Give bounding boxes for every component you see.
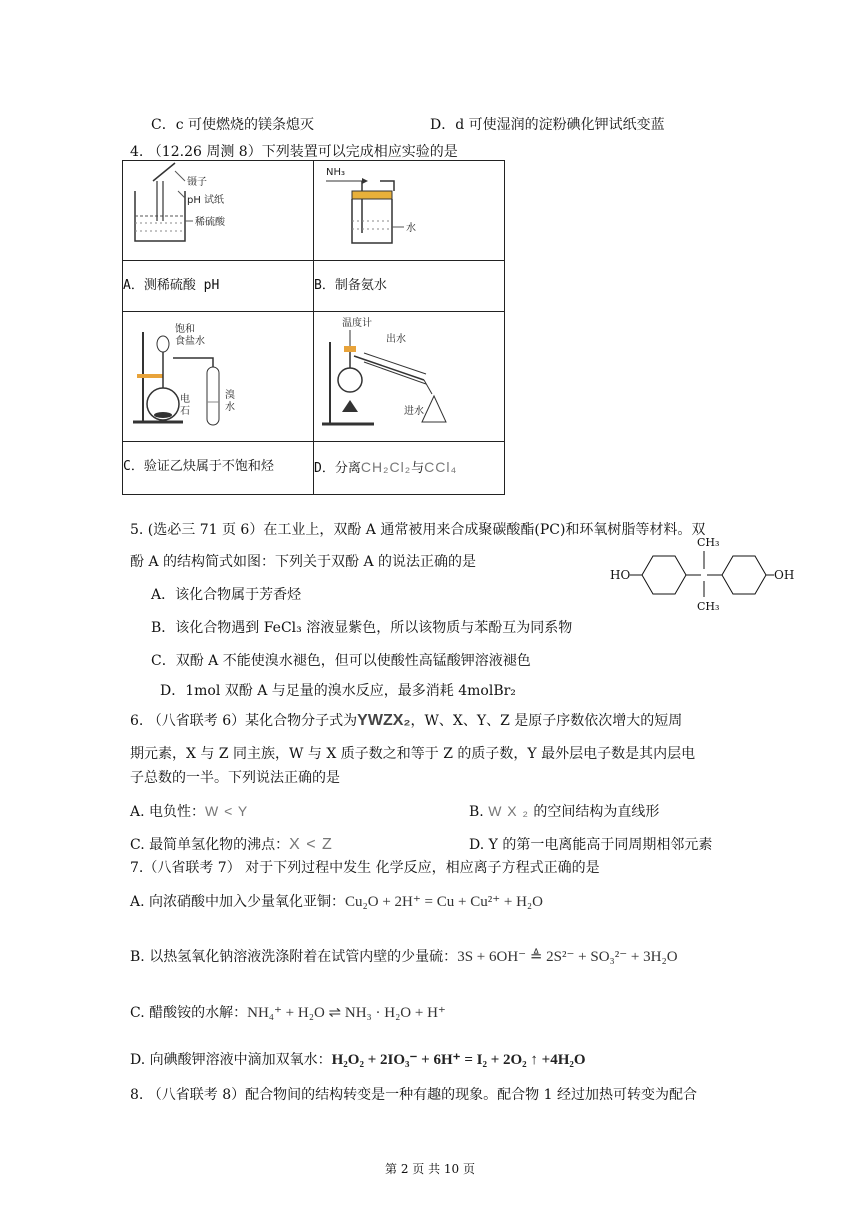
q6-option-b-suffix: 的空间结构为直线形 bbox=[533, 804, 660, 820]
q6-option-b-prefix: B. bbox=[469, 804, 484, 820]
q7-option-d-equation: H₂O₂ + 2IO₃⁻ + 6H⁺ = I₂ + 2O₂ ↑ +4H₂O bbox=[331, 1052, 586, 1068]
q5-option-a: A．该化合物属于芳香烃 bbox=[151, 587, 302, 603]
q4-caption-d bbox=[314, 442, 505, 495]
q7-stem: 7.（八省联考 7） 对于下列过程中发生 化学反应，相应离子方程式正确的是 bbox=[130, 860, 600, 876]
q6-formula: YWZX₂ bbox=[357, 712, 411, 729]
struct-ch3-top: CH₃ bbox=[697, 536, 720, 549]
q4-d-connector: 与 bbox=[411, 461, 425, 476]
q4-a-label-acid: 稀硫酸 bbox=[195, 217, 225, 228]
q7-option-c bbox=[130, 1002, 446, 1022]
q6-option-b-formula: W X ₂ bbox=[488, 803, 529, 819]
q8-stem: 8. （八省联考 8）配合物间的结构转变是一种有趣的现象。配合物 1 经过加热可转变为配合 bbox=[130, 1087, 697, 1103]
q4-c-label-brine-2: 食盐水 bbox=[175, 336, 205, 347]
ph-test-apparatus-illustration bbox=[123, 161, 313, 256]
q5-stem-line2: 酚 A 的结构简式如图：下列关于双酚 A 的说法正确的是 bbox=[130, 554, 477, 570]
distillation-apparatus-illustration bbox=[314, 312, 504, 437]
q4-c-label-carbide-2: 石 bbox=[180, 406, 190, 417]
q6-option-a bbox=[130, 801, 248, 821]
q5-option-d: D．1mol 双酚 A 与足量的溴水反应，最多消耗 4molBr₂ bbox=[160, 683, 516, 699]
acetylene-apparatus-illustration bbox=[123, 312, 313, 437]
q6-option-c-formula: X < Z bbox=[289, 836, 333, 853]
q4-a-label-ph-paper: pH 试纸 bbox=[187, 195, 225, 206]
q7-option-c-text: C. 醋酸铵的水解： bbox=[130, 1005, 248, 1021]
q6-option-d: D. Y 的第一电离能高于同周期相邻元素 bbox=[469, 837, 713, 853]
struct-ho-label: HO bbox=[610, 568, 631, 582]
q5-option-b: B．该化合物遇到 FeCl₃ 溶液显紫色，所以该物质与苯酚互为同系物 bbox=[151, 620, 573, 636]
q5-option-c: C．双酚 A 不能使溴水褪色，但可以使酸性高锰酸钾溶液褪色 bbox=[151, 653, 531, 669]
q7-option-a-equation: Cu₂O + 2H⁺ = Cu + Cu²⁺ + H₂O bbox=[345, 894, 543, 910]
q7-option-a-text: A. 向浓硝酸中加入少量氧化亚铜： bbox=[130, 894, 346, 910]
q7-option-d-text: D. 向碘酸钾溶液中滴加双氧水： bbox=[130, 1052, 332, 1068]
q4-image-b bbox=[314, 161, 505, 261]
q6-option-b bbox=[469, 801, 659, 821]
ammonia-water-apparatus-illustration bbox=[314, 161, 504, 256]
q6-stem-prefix: 6. （八省联考 6）某化合物分子式为 bbox=[130, 713, 358, 729]
q4-apparatus-table bbox=[122, 160, 505, 495]
q6-stem-line2: 期元素，X 与 Z 同主族，W 与 X 质子数之和等于 Z 的质子数，Y 最外层电子数是其内层电 bbox=[130, 746, 696, 762]
q4-d-prefix: D．分离 bbox=[314, 461, 361, 476]
q4-d-label-thermometer: 温度计 bbox=[342, 318, 372, 329]
bisphenol-a-structure bbox=[608, 533, 798, 613]
q4-image-d bbox=[314, 312, 505, 442]
q6-stem-line1 bbox=[130, 710, 682, 730]
q7-option-b-equation: 3S + 6OH⁻ ≜ 2S²⁻ + SO₃²⁻ + 3H₂O bbox=[457, 949, 678, 965]
q4-c-label-carbide-1: 电 bbox=[180, 394, 190, 405]
q3-option-c: C．c 可使燃烧的镁条熄灭 bbox=[151, 117, 315, 133]
q3-option-d: D．d 可使湿润的淀粉碘化钾试纸变蓝 bbox=[430, 117, 665, 133]
q6-option-c bbox=[130, 834, 333, 854]
page-footer: 第 2 页 共 10 页 bbox=[385, 1162, 475, 1176]
q6-stem-suffix: ，W、X、Y、Z 是原子序数依次增大的短周 bbox=[410, 713, 683, 729]
q4-d-label-water-in: 进水 bbox=[404, 406, 424, 417]
q4-stem: 4. （12.26 周测 8）下列装置可以完成相应实验的是 bbox=[130, 144, 458, 160]
q7-option-d bbox=[130, 1049, 586, 1069]
q6-option-a-formula: W < Y bbox=[205, 803, 249, 819]
q4-d-formula-2: CCl₄ bbox=[424, 459, 458, 475]
struct-ch3-bottom: CH₃ bbox=[697, 600, 720, 613]
q7-option-c-equation: NH₄⁺ + H₂O ⇌ NH₃ · H₂O + H⁺ bbox=[247, 1005, 446, 1021]
q5-stem-line1: 5. (选必三 71 页 6）在工业上，双酚 A 通常被用来合成聚碳酸酯(PC)和环氧树脂等材料。双 bbox=[130, 522, 706, 538]
q4-c-label-brine-1: 饱和 bbox=[175, 324, 195, 335]
q4-caption-a: A．测稀硫酸 pH bbox=[123, 261, 314, 312]
q7-option-b bbox=[130, 946, 678, 966]
q7-option-b-text: B. 以热氢氧化钠溶液洗涤附着在试管内壁的少量硫： bbox=[130, 949, 458, 965]
q6-stem-line3: 子总数的一半。下列说法正确的是 bbox=[130, 770, 340, 786]
q4-caption-b: B．制备氨水 bbox=[314, 261, 505, 312]
q7-option-a bbox=[130, 891, 543, 911]
q4-c-label-bromine-2: 水 bbox=[225, 402, 235, 413]
q4-b-label-water: 水 bbox=[406, 223, 416, 234]
q4-c-label-bromine-1: 溴 bbox=[225, 390, 235, 401]
q4-image-a bbox=[123, 161, 314, 261]
q4-caption-c: C．验证乙炔属于不饱和烃 bbox=[123, 442, 314, 495]
q4-image-c bbox=[123, 312, 314, 442]
q4-a-label-tweezers: 镊子 bbox=[187, 177, 207, 188]
struct-oh-label: OH bbox=[774, 568, 795, 582]
q4-b-label-nh3: NH₃ bbox=[326, 167, 346, 178]
q4-d-label-water-out: 出水 bbox=[386, 334, 406, 345]
q4-d-formula-1: CH₂Cl₂ bbox=[360, 459, 412, 475]
q6-option-c-text: C. 最简单氢化物的沸点： bbox=[130, 837, 290, 853]
q6-option-a-text: A. 电负性： bbox=[130, 804, 206, 820]
